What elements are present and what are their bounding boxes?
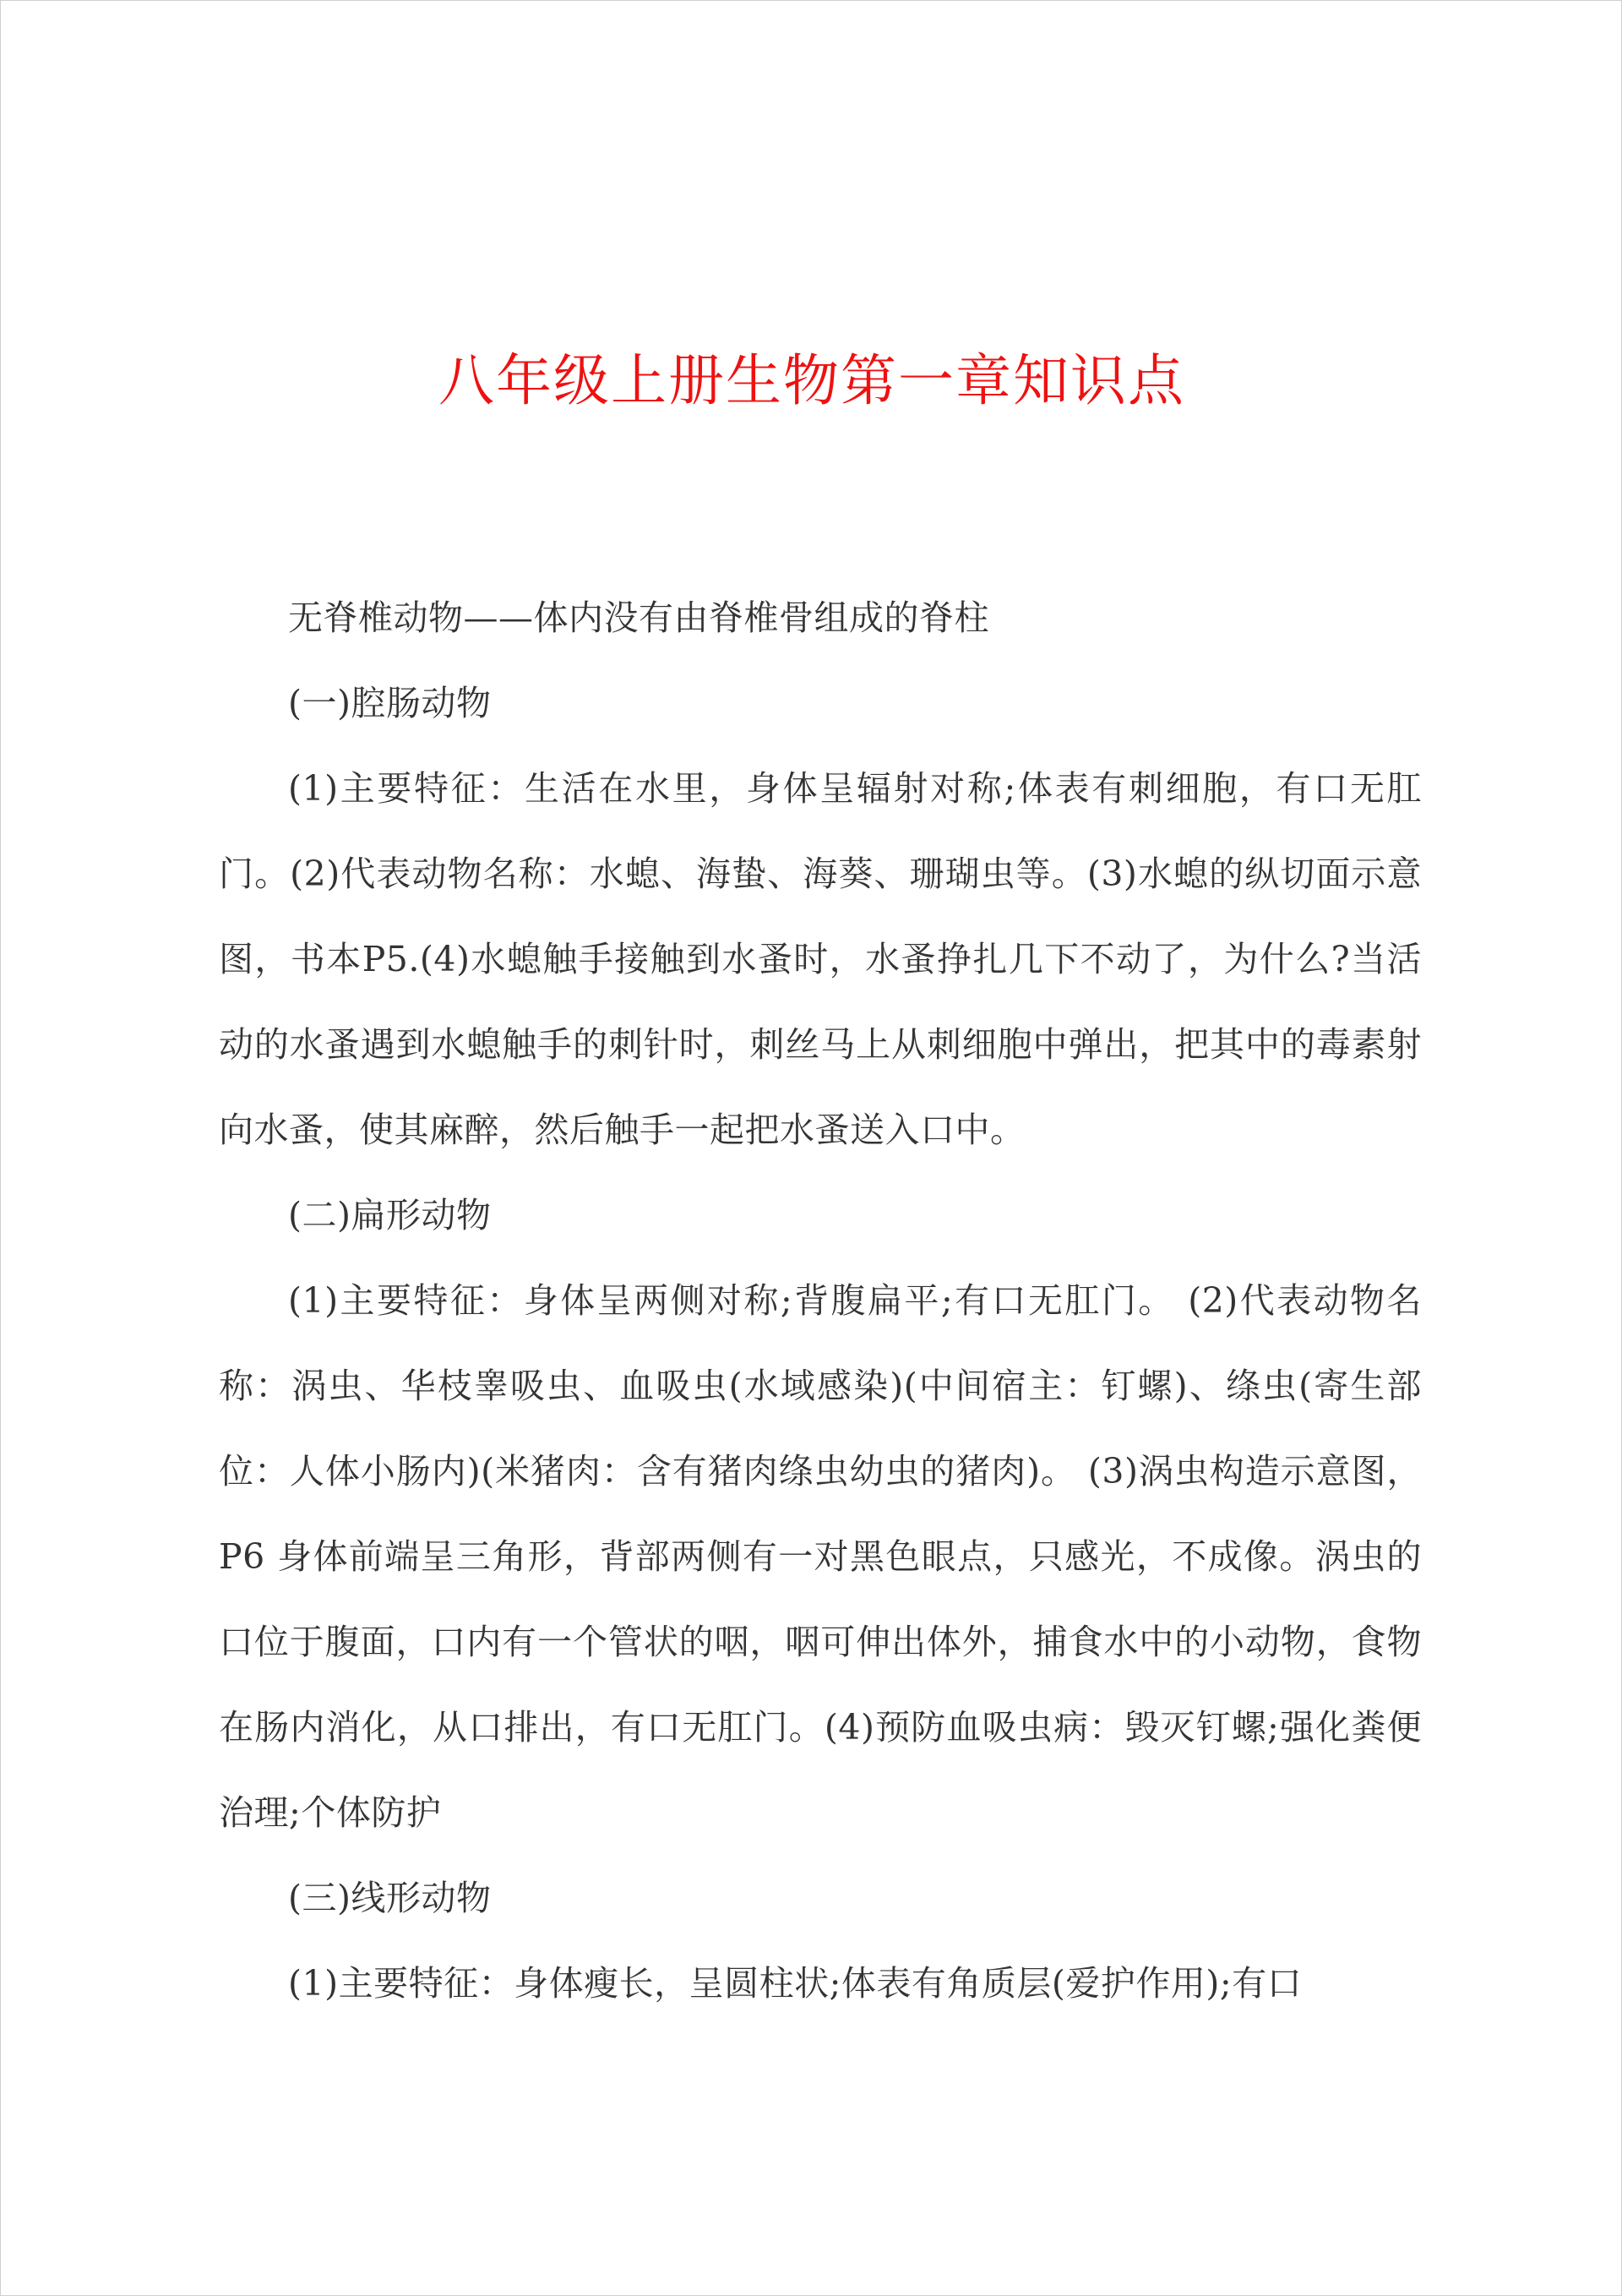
section-heading-roundworms: (三)线形动物	[288, 1878, 492, 1918]
paragraph-flatworms: (1)主要特征：身体呈两侧对称;背腹扁平;有口无肛门。 (2)代表动物名称：涡虫、华枝睾吸虫、血吸虫(水域感染)(中间宿主：钉螺)、绦虫(寄生部位：人体小肠内)(米猪肉：含有猪肉绦虫幼虫的猪肉)。 (3)涡虫构造示意图，P6 身体前端呈三角形，背部两侧有一对黑色眼点，只感光，不成像。涡虫的口位于腹面，口内有一个管状的咽，咽可伸出体外，捕食水中的小动物，食物在肠内消化，从口排出，有口无肛门。(4)预防血吸虫病：毁灭钉螺;强化粪便治理;个体防护	[219, 1280, 1422, 1833]
document-body	[219, 575, 1422, 2026]
paragraph-coelenterates: (1)主要特征：生活在水里，身体呈辐射对称;体表有刺细胞，有口无肛门。(2)代表动物名称：水螅、海蛰、海葵、珊瑚虫等。(3)水螅的纵切面示意图，书本P5.(4)水螅触手接触到水蚤时，水蚤挣扎几下不动了，为什么?当活动的水蚤遇到水螅触手的刺针时，刺丝马上从刺细胞中弹出，把其中的毒素射向水蚤，使其麻醉，然后触手一起把水蚤送入口中。	[219, 768, 1422, 1150]
paragraph-roundworms: (1)主要特征：身体瘦长，呈圆柱状;体表有角质层(爱护作用);有口	[288, 1963, 1303, 2004]
section-heading-flatworms: (二)扁形动物	[288, 1195, 492, 1235]
paragraph-invertebrate-definition: 无脊椎动物——体内没有由脊椎骨组成的脊柱	[288, 597, 989, 638]
section-heading-coelenterates: (一)腔肠动物	[288, 683, 492, 723]
page-title: 八年级上册生物第一章知识点	[438, 348, 1185, 413]
